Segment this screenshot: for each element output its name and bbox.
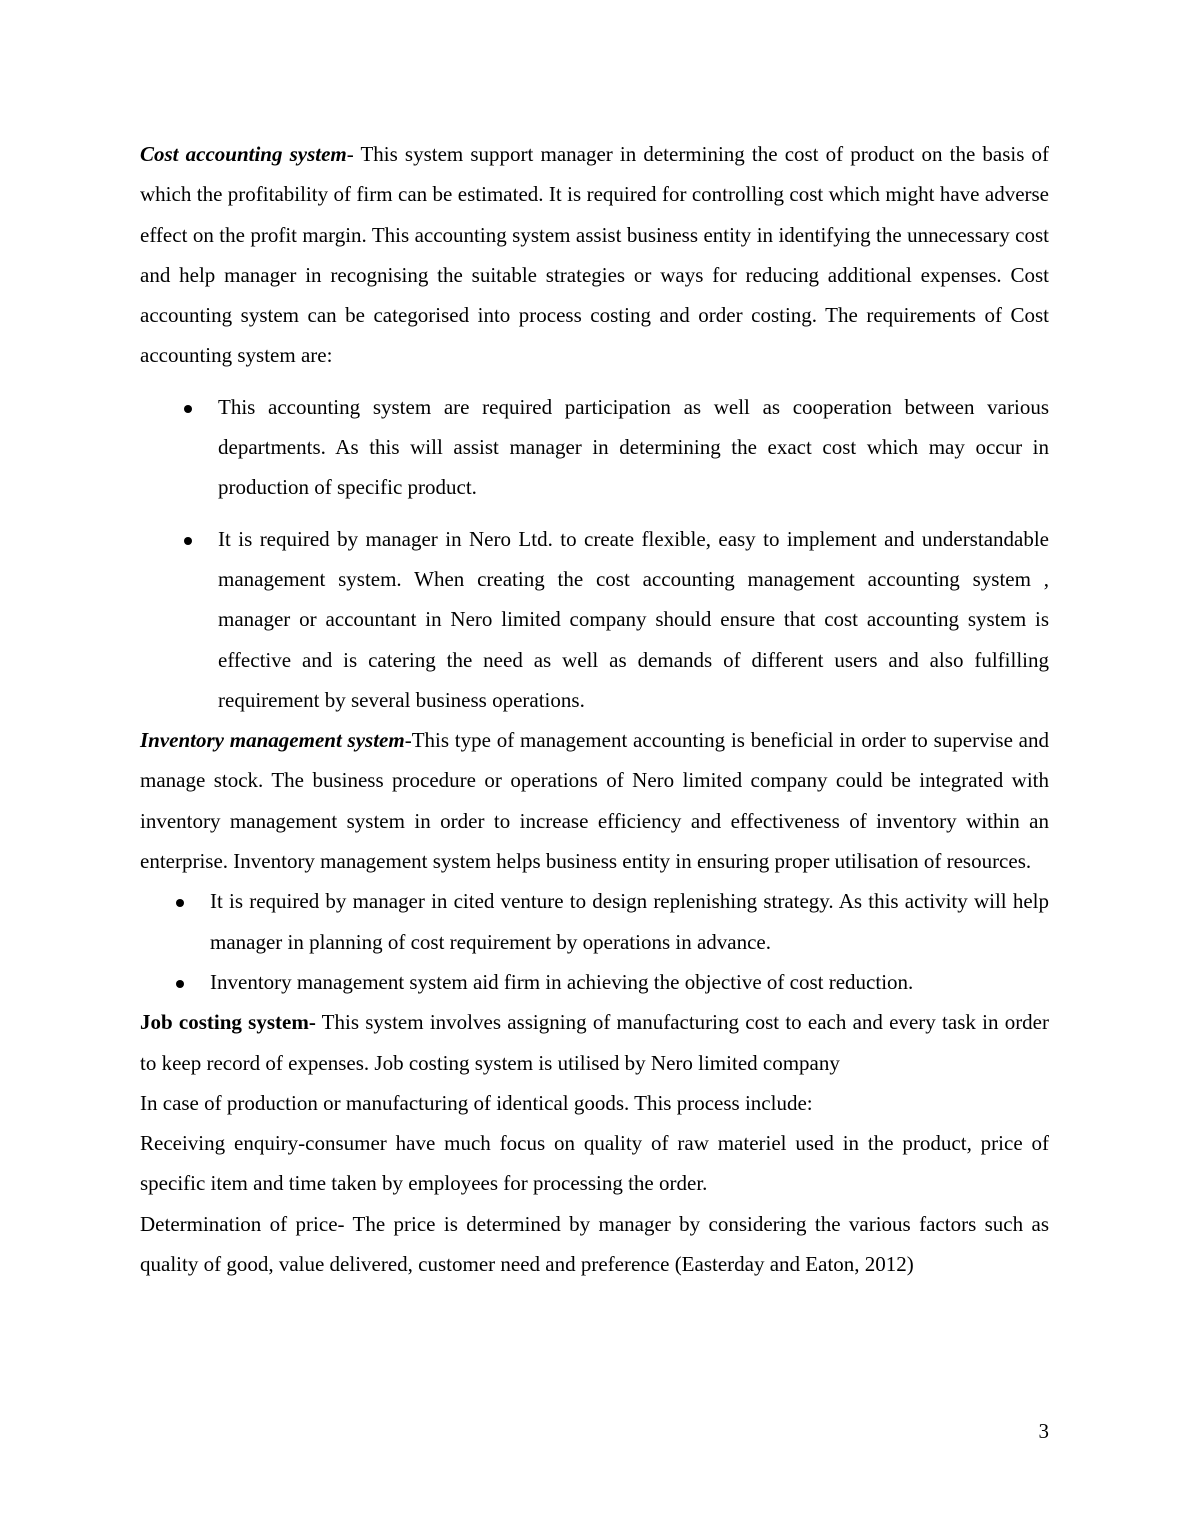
job-costing-paragraph (140, 1002, 1049, 1083)
bullet-icon (176, 899, 184, 907)
job-costing-text: This system involves assigning of manufacturing cost to each and every task in order to keep record of expenses. Job costing system is utilised by Nero limited company (140, 1010, 1049, 1075)
bullet-icon (184, 537, 192, 545)
list-item-text: It is required by manager in Nero Ltd. to create flexible, easy to implement and understandable management system. When creating the cost accounting management accounting system , manager or accountant in Nero limited company should ensure that cost accounting system is effective and is catering the need as well as demands of different users and also fulfilling requirement by several business operations. (218, 526, 1049, 712)
cost-accounting-text: - This system support manager in determining the cost of product on the basis of which the profitability of firm can be estimated. It is required for controlling cost which might have adverse effect on the profit margin. This accounting system assist business entity in identifying the unnecessary cost and help manager in recognising the suitable strategies or ways for reducing additional expenses. Cost accounting system can be categorised into process costing and order costing. The requirements of Cost accounting system are: (140, 142, 1049, 368)
determination-of-price-paragraph: Determination of price- The price is determined by manager by considering the various factors such as quality of good, value delivered, customer need and preference (Easterday and Eaton, 2012) (140, 1211, 1049, 1277)
list-item (140, 881, 1049, 962)
job-costing-heading: Job costing system- (140, 1010, 316, 1035)
list-item-text: Inventory management system aid firm in achieving the objective of cost reduction. (210, 969, 914, 994)
inventory-management-heading: Inventory management system (140, 728, 405, 753)
bullet-icon (176, 980, 184, 988)
inventory-management-paragraph (140, 720, 1049, 881)
cost-accounting-heading: Cost accounting system (140, 142, 347, 166)
bullet-icon (184, 405, 192, 413)
list-item-text: This accounting system are required participation as well as cooperation between various departments. As this will assist manager in determining the exact cost which may occur in production of specific product. (218, 394, 1049, 500)
list-item (140, 519, 1049, 720)
receiving-enquiry-paragraph: Receiving enquiry-consumer have much focus on quality of raw materiel used in the product, price of specific item and time taken by employees for processing the order. (140, 1131, 1049, 1196)
list-item (140, 387, 1049, 508)
cost-accounting-requirements-list (140, 387, 1049, 720)
job-costing-process-intro: In case of production or manufacturing of identical goods. This process include: (140, 1090, 813, 1115)
inventory-management-list (140, 881, 1049, 1002)
inventory-management-text: -This type of management accounting is beneficial in order to supervise and manage stock. The business procedure or operations of Nero limited company could be integrated with inventory management system in order to increase efficiency and effectiveness of inventory within an enterprise. Inventory management system helps business entity in ensuring proper utilisation of resources. (140, 728, 1049, 874)
list-item-text: It is required by manager in cited venture to design replenishing strategy. As this activity will help manager in planning of cost requirement by operations in advance. (210, 889, 1049, 954)
cost-accounting-paragraph (140, 134, 1049, 376)
list-item (140, 962, 1049, 1002)
page-content (140, 134, 1049, 1284)
page-number: 3 (1038, 1419, 1049, 1443)
